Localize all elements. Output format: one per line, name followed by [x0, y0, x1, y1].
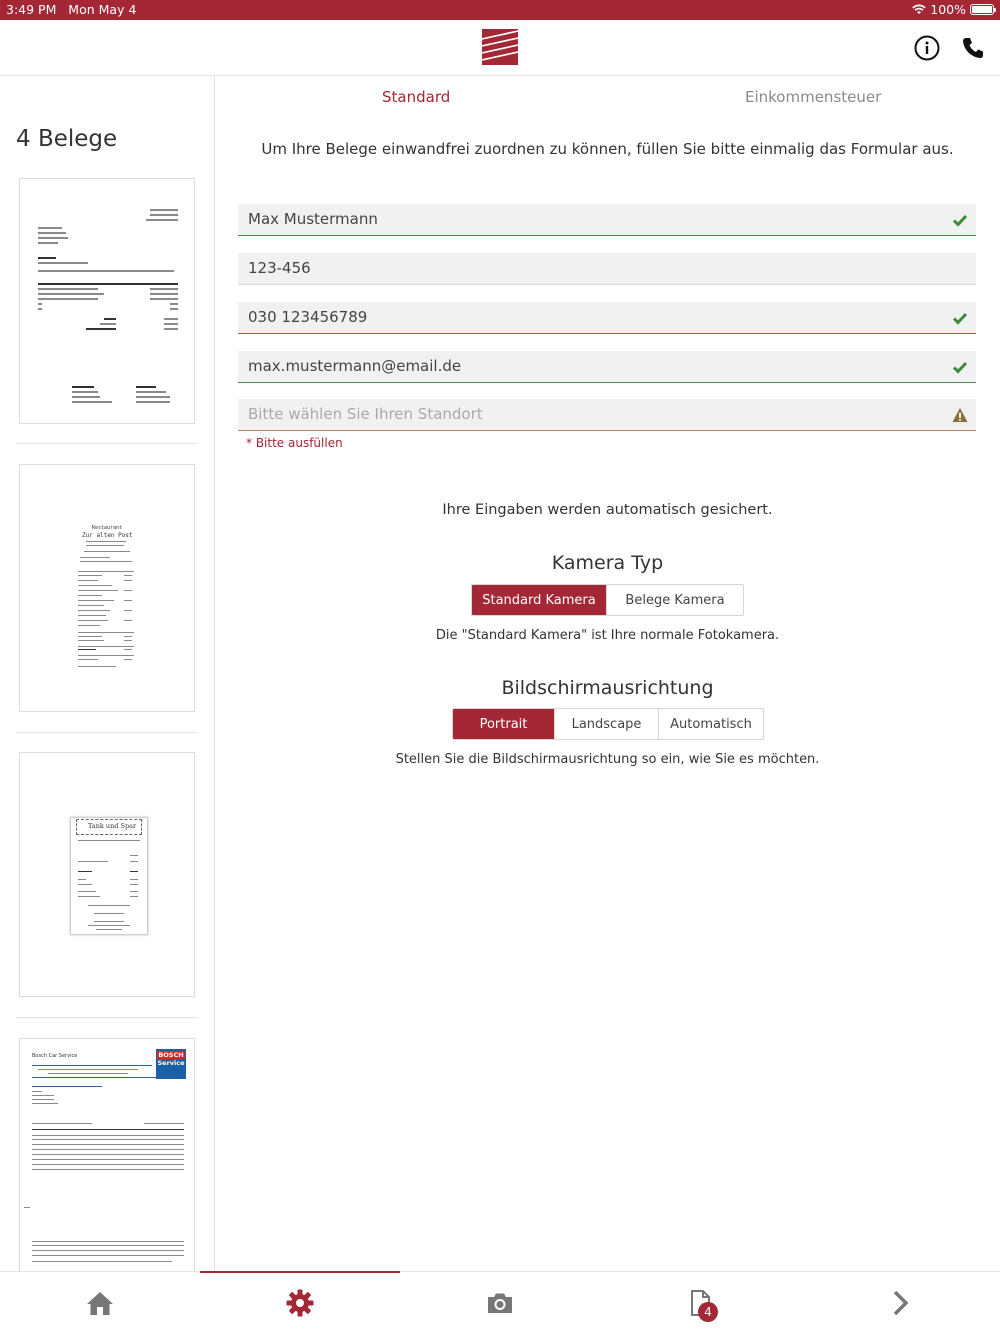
- nav-settings[interactable]: [200, 1272, 400, 1335]
- camera-type-selector: [471, 584, 744, 616]
- phone-icon[interactable]: [960, 35, 986, 61]
- bottom-nav: [0, 1271, 1000, 1334]
- name-field-value: Max Mustermann: [248, 210, 378, 228]
- app-logo: [482, 29, 518, 65]
- name-field[interactable]: [238, 204, 976, 236]
- receipts-sidebar: [0, 76, 215, 1271]
- receipt-header: Tank und Spar: [88, 822, 137, 830]
- info-icon[interactable]: [914, 35, 940, 61]
- camera-icon: [485, 1288, 515, 1318]
- automatic-button[interactable]: Automatisch: [659, 709, 763, 739]
- warning-icon: [952, 407, 968, 423]
- tab-einkommensteuer[interactable]: Einkommensteuer: [745, 88, 882, 106]
- nav-documents[interactable]: [600, 1272, 800, 1335]
- status-time: 3:49 PM Mon May 4: [6, 2, 137, 17]
- top-bar: [0, 20, 1000, 76]
- gear-icon: [285, 1288, 315, 1318]
- receipt-header: Restaurant: [92, 525, 123, 531]
- battery-percent: 100%: [930, 2, 966, 17]
- receipt-header: Zur alten Post: [82, 532, 133, 539]
- battery-icon: [970, 4, 994, 15]
- tab-standard[interactable]: Standard: [382, 88, 451, 106]
- receipt-thumbnail-4[interactable]: [19, 1038, 195, 1271]
- receipts-count-title: 4 Belege: [16, 126, 118, 152]
- customer-number-value: 123-456: [248, 259, 311, 277]
- location-error-text: * Bitte ausfüllen: [246, 436, 343, 450]
- home-icon: [85, 1288, 115, 1318]
- receipt-header: Bosch Car Service: [32, 1053, 78, 1059]
- location-select[interactable]: [238, 399, 976, 431]
- status-right: [912, 2, 994, 17]
- thumbnail-divider: [16, 732, 198, 733]
- receipt-thumbnail-1[interactable]: [19, 178, 195, 424]
- orientation-selector: [452, 708, 764, 740]
- standard-camera-button[interactable]: Standard Kamera: [472, 585, 607, 615]
- camera-type-title: Kamera Typ: [551, 552, 664, 574]
- receipt-camera-button[interactable]: Belege Kamera: [607, 585, 743, 615]
- phone-field[interactable]: [238, 302, 976, 334]
- nav-camera[interactable]: [400, 1272, 600, 1335]
- documents-badge: 4: [698, 1302, 718, 1322]
- customer-number-field[interactable]: [238, 253, 976, 285]
- chevron-right-icon: [885, 1288, 915, 1318]
- receipt-thumbnail-2[interactable]: [19, 464, 195, 712]
- receipt-thumbnail-3[interactable]: [19, 752, 195, 997]
- bosch-logo: BOSCH Service: [156, 1049, 186, 1079]
- form-intro-text: Um Ihre Belege einwandfrei zuordnen zu können, füllen Sie bitte einmalig das Formular aus.: [261, 140, 954, 158]
- checkmark-icon: [952, 310, 968, 326]
- portrait-button[interactable]: Portrait: [453, 709, 555, 739]
- status-bar: [0, 0, 1000, 20]
- location-placeholder: Bitte wählen Sie Ihren Standort: [248, 405, 483, 423]
- thumbnail-divider: [16, 1017, 198, 1018]
- checkmark-icon: [952, 212, 968, 228]
- checkmark-icon: [952, 359, 968, 375]
- phone-field-value: 030 123456789: [248, 308, 368, 326]
- settings-panel: [215, 76, 1000, 1271]
- autosave-note: Ihre Eingaben werden automatisch gesichert.: [442, 502, 773, 518]
- nav-next[interactable]: [800, 1272, 1000, 1335]
- thumbnail-divider: [16, 443, 198, 444]
- orientation-title: Bildschirmausrichtung: [501, 677, 714, 699]
- email-field-value: max.mustermann@email.de: [248, 357, 462, 375]
- camera-hint: Die "Standard Kamera" ist Ihre normale Fotokamera.: [435, 628, 780, 643]
- landscape-button[interactable]: Landscape: [555, 709, 659, 739]
- wifi-icon: [912, 4, 926, 15]
- email-field[interactable]: [238, 351, 976, 383]
- nav-home[interactable]: [0, 1272, 200, 1335]
- orientation-hint: Stellen Sie die Bildschirmausrichtung so ein, wie Sie es möchten.: [395, 752, 820, 767]
